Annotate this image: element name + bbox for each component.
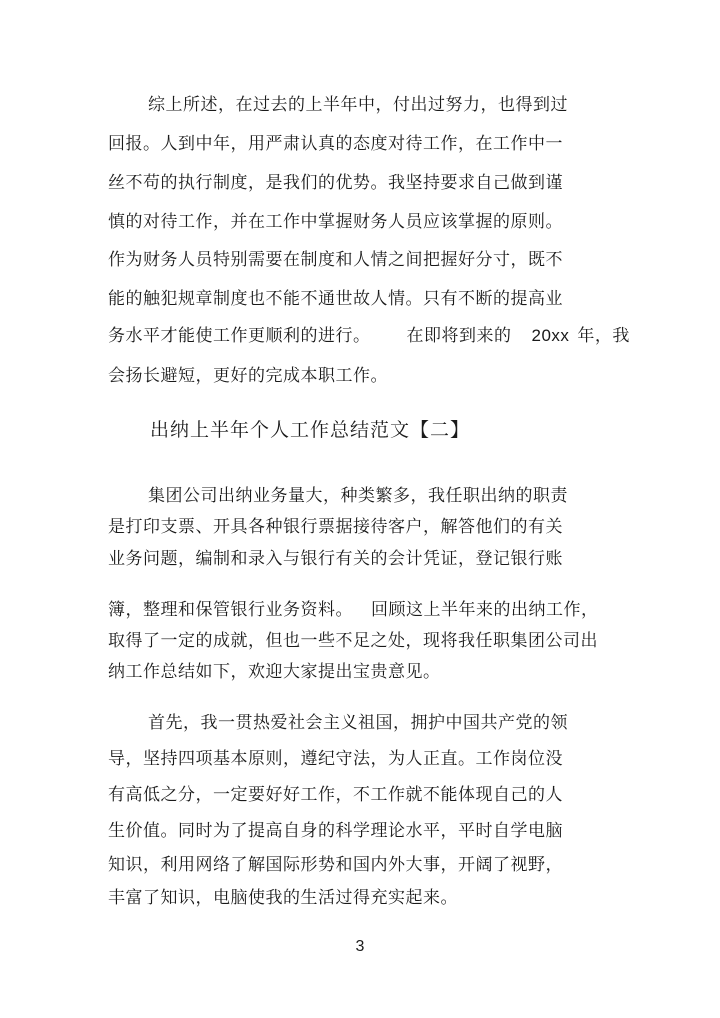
- paragraph-line: 集团公司出纳业务量大，种类繁多，我任职出纳的职责: [148, 486, 568, 506]
- paragraph-line: 综上所述，在过去的上半年中，付出过努力，也得到过: [148, 95, 568, 115]
- text-segment: 年，我: [577, 326, 630, 346]
- text-segment: 在即将到来的: [406, 326, 512, 346]
- paragraph-line: 会扬长避短，更好的完成本职工作。: [108, 366, 388, 386]
- page-number: 3: [355, 938, 365, 955]
- paragraph-line: 回报。人到中年，用严肃认真的态度对待工作，在工作中一: [108, 134, 563, 154]
- paragraph-line: 是打印支票、开具各种银行票据接待客户，解答他们的有关: [108, 517, 563, 537]
- text-segment: 回顾这上半年来的出纳工作，: [371, 600, 599, 620]
- paragraph-line: 丝不苟的执行制度，是我们的优势。我坚持要求自己做到谨: [108, 173, 563, 193]
- paragraph-line: 知识，利用网络了解国际形势和国内外大事，开阔了视野，: [108, 855, 563, 875]
- paragraph-line: 能的触犯规章制度也不能不通世故人情。只有不断的提高业: [108, 289, 563, 309]
- paragraph-line: 首先，我一贯热爱社会主义祖国，拥护中国共产党的领: [148, 713, 568, 733]
- paragraph-line: 业务问题，编制和录入与银行有关的会计凭证，登记银行账: [108, 549, 563, 569]
- paragraph-line: 丰富了知识，电脑使我的生活过得充实起来。: [108, 888, 458, 908]
- paragraph-line: 作为财务人员特别需要在制度和人情之间把握好分寸，既不: [108, 250, 563, 270]
- text-segment: 务水平才能使工作更顺利的进行。: [108, 326, 371, 346]
- paragraph-line: 生价值。同时为了提高自身的科学理论水平，平时自学电脑: [108, 821, 563, 841]
- year-placeholder: 20xx: [531, 326, 570, 345]
- paragraph-line: [108, 325, 630, 347]
- paragraph-line: 纳工作总结如下，欢迎大家提出宝贵意见。: [108, 662, 441, 682]
- section-heading: 出纳上半年个人工作总结范文【二】: [150, 419, 471, 441]
- paragraph-line: [108, 599, 599, 621]
- text-segment: 簿，整理和保管银行业务资料。: [108, 600, 353, 620]
- paragraph-line: 有高低之分，一定要好好工作，不工作就不能体现自己的人: [108, 785, 563, 805]
- paragraph-line: 慎的对待工作，并在工作中掌握财务人员应该掌握的原则。: [108, 212, 563, 232]
- paragraph-line: 取得了一定的成就，但也一些不足之处，现将我任职集团公司出: [108, 631, 598, 651]
- paragraph-line: 导，坚持四项基本原则，遵纪守法，为人正直。工作岗位没: [108, 749, 563, 769]
